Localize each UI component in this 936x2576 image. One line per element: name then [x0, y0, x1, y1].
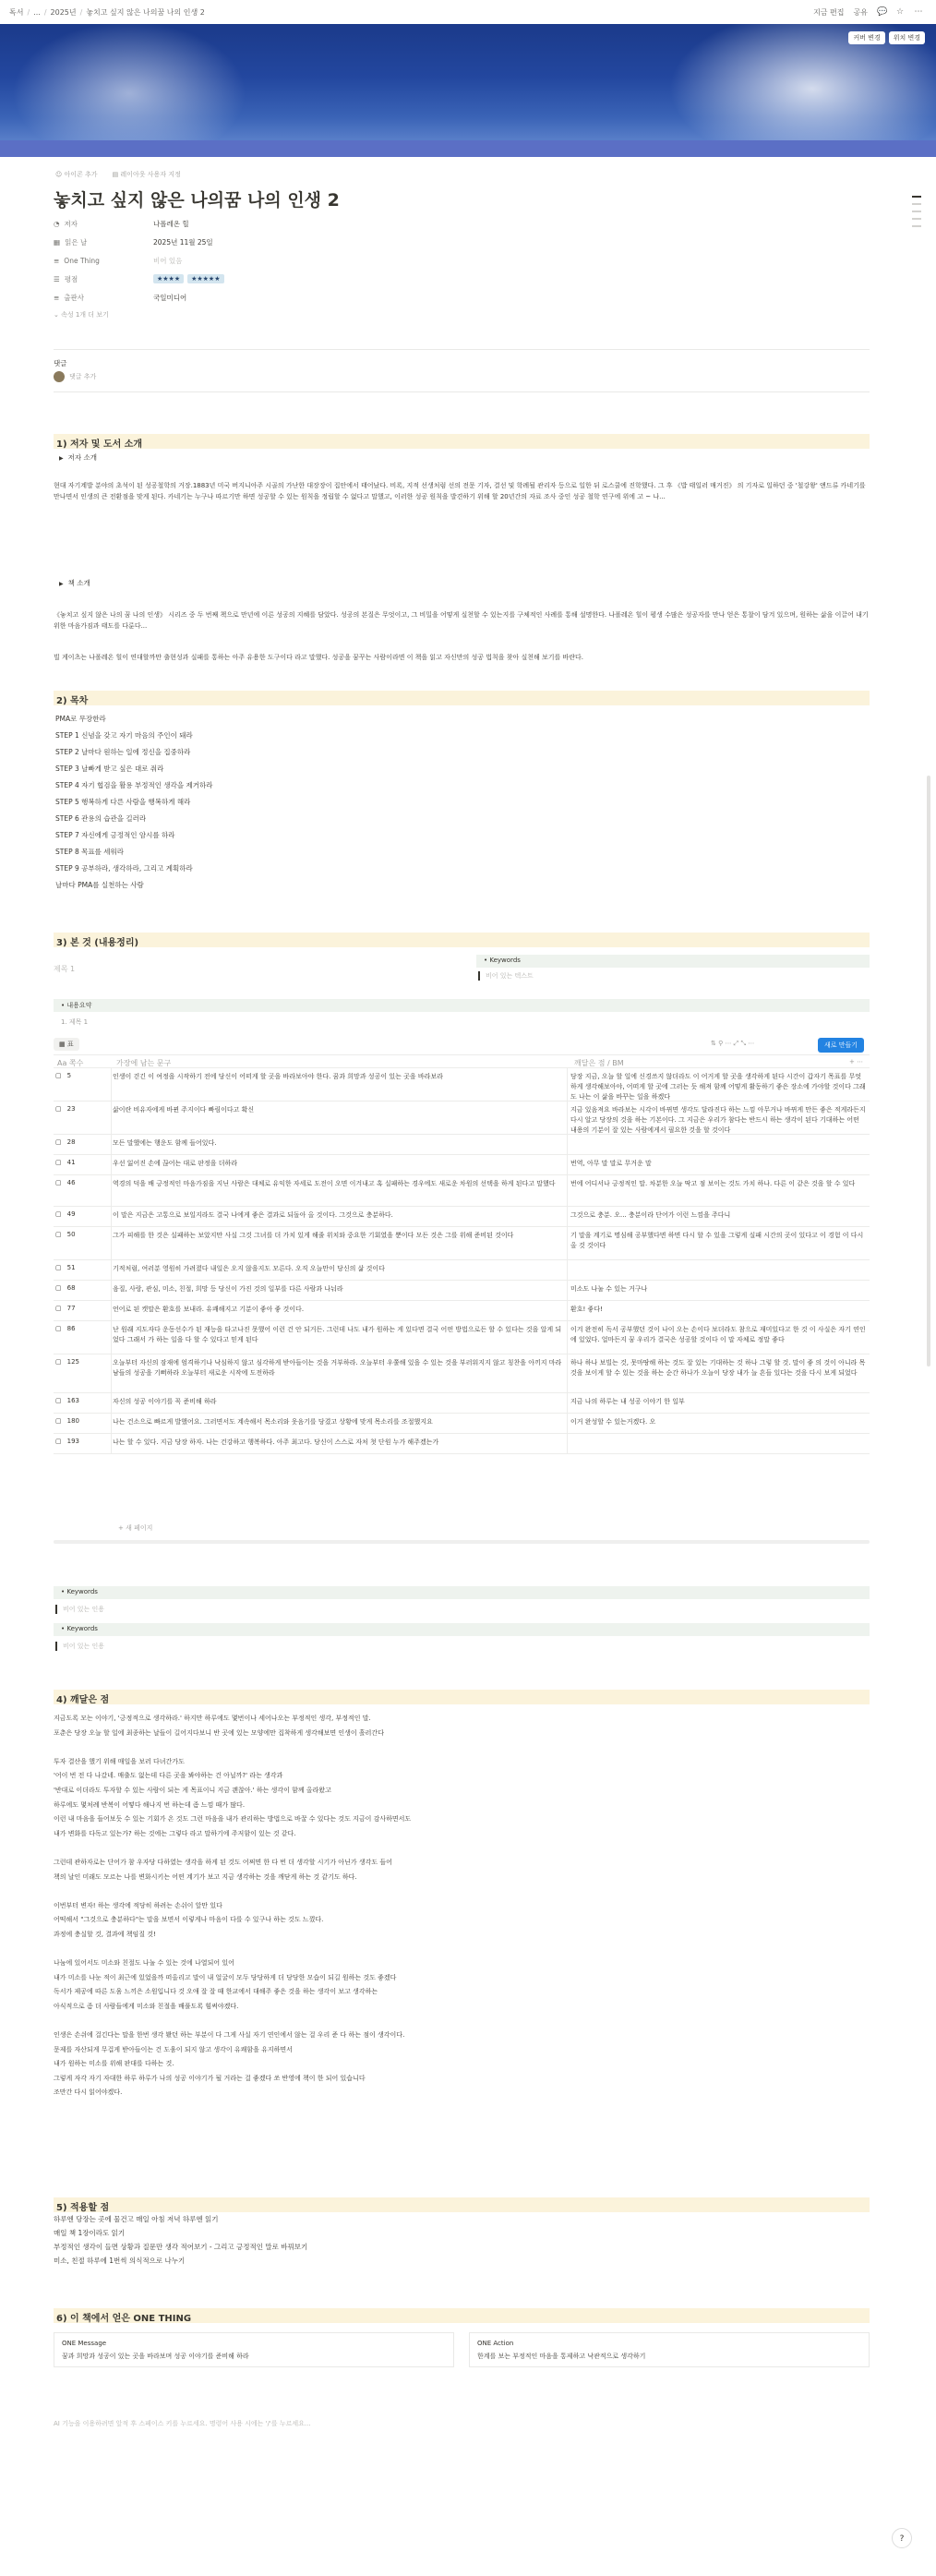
outline-marker[interactable]: [912, 218, 921, 220]
cell-quote[interactable]: 언어로 된 캣말은 환호를 보내라. 유쾌해지고 기분이 좋아 좋 것이다.: [113, 1306, 305, 1313]
realize-line[interactable]: 어떡해서 "그것으로 충분하다"는 말을 보면서 이렇게나 마음이 다를 수 있구나 하는 것도 느꼈다.: [54, 1916, 324, 1924]
realize-line[interactable]: [54, 1943, 870, 1957]
share-button[interactable]: 공유: [853, 7, 868, 17]
apply-item[interactable]: 매일 책 1장이라도 읽기: [54, 2229, 126, 2237]
page-icon: ▢: [55, 1358, 62, 1366]
column-page[interactable]: Aa 쪽수: [57, 1059, 84, 1067]
realize-line[interactable]: 그런데 관하자로는 단어가 참 우자당 다하였는 생각을 하게 된 것도 어쩌면 한 다 번 더 생각할 시기가 아닌가 생각도 들어: [54, 1858, 392, 1866]
summary-toggle[interactable]: • 내용요약: [54, 999, 870, 1012]
cell-note[interactable]: 당장 지금, 오늘 할 일에 신경쓰지 않더라도 이 어거게 할 곳을 생각하게 된다 시간이 갑자기 목표를 무엇하게 생각해보아야, 어떠게 할 곳에 그러는 듯 해져 함께 어떻게 활동하기 좋은 장소에 가야할 것이다 그래도 나는 이 삶을 바꾸는 일을 하겠다: [570, 1073, 866, 1101]
change-cover-button[interactable]: 커버 변경: [848, 31, 884, 44]
realize-line[interactable]: 나눔에 있어서도 미소와 친절도 나눌 수 있는 것에 나열되어 있어: [54, 1959, 234, 1968]
toc-item[interactable]: STEP 4 자기 협검을 활용 부정적인 생각을 제거하라: [55, 781, 213, 789]
toc-item[interactable]: STEP 7 자신에게 긍정적인 암시를 하라: [55, 831, 175, 839]
cell-page[interactable]: 28: [66, 1138, 76, 1146]
table-row[interactable]: [54, 1134, 870, 1154]
cell-page[interactable]: 51: [66, 1264, 76, 1271]
toc-item[interactable]: STEP 6 관용의 습관을 길러라: [55, 814, 147, 823]
customize-layout-button[interactable]: ▤ 레이아웃 사용자 지정: [112, 171, 181, 178]
realize-text[interactable]: [54, 1712, 870, 2101]
apply-item[interactable]: 하루엔 당장는 곳에 물건고 매일 아침 저녁 하루엔 읽기: [54, 2215, 219, 2223]
toc-list: [55, 711, 212, 894]
table-row[interactable]: [54, 1433, 870, 1453]
vertical-scrollbar[interactable]: [927, 776, 930, 1366]
cell-note[interactable]: 기 말을 계기로 명심해 공부했다면 하면 다시 할 수 있을 그렇게 실패 시간의 곳이 있다고 이 경험 이 다시 올 것 것이다: [570, 1232, 864, 1249]
property-author[interactable]: ◔ 저자 나폴레온 힐: [54, 219, 189, 228]
cell-quote[interactable]: 나는 할 수 있다. 지금 당장 하자. 나는 건강하고 행복하다. 아주 최고다. 당신이 스스로 자처 첫 단원 누가 해주겠는가: [113, 1438, 439, 1446]
page-icon: ▢: [55, 1305, 62, 1312]
comment-input[interactable]: 댓글 추가: [54, 371, 96, 382]
toolbar-icons[interactable]: ⇅ ⚲ ⋯ ⤢ ⤡ ⋯: [711, 1040, 755, 1047]
cell-page[interactable]: 125: [66, 1358, 79, 1366]
realize-line[interactable]: 문제를 자산되게 무겁게 받아들이는 건 도움이 되지 않고 생각이 유쾌함을 유지하면서: [54, 2045, 293, 2053]
cell-quote[interactable]: 나는 건소으로 빠르게 발했어요. 그러면서도 계속해서 목소리와 웃음기를 당겼고 상황에 맞게 목소리를 조절했지요: [113, 1418, 433, 1426]
one-action-text[interactable]: 한계를 보는 부정적인 마음을 통제하고 낙관적으로 생각하기: [477, 2353, 646, 2360]
heading-author-book[interactable]: 1) 저자 및 도서 소개: [54, 434, 870, 449]
table-row[interactable]: [54, 1280, 870, 1300]
realize-line[interactable]: [54, 1841, 870, 1856]
comments-label: 댓글: [54, 359, 67, 367]
page-icon: ▢: [55, 1264, 62, 1271]
breadcrumb-root[interactable]: 독서: [9, 7, 24, 17]
page-icon: ▢: [55, 1417, 62, 1425]
cell-page[interactable]: 193: [66, 1438, 79, 1445]
cover-band: [0, 140, 936, 157]
avatar: [54, 371, 65, 382]
page-icon: ▢: [55, 1397, 62, 1404]
realize-line[interactable]: 그렇게 자각 자기 자대한 하루 하루가 나의 성공 이야기가 될 거라는 걸 좋겠다 쏘 반영에 책이 한 되어 있습니다: [54, 2074, 366, 2082]
cell-page[interactable]: 23: [66, 1105, 76, 1113]
realize-line[interactable]: 이번부터 변자! 하는 생각에 적당히 하려는 손쉬이 앞만 있다: [54, 1901, 222, 1909]
table-row[interactable]: [54, 1392, 870, 1413]
realize-line[interactable]: 투자 결산을 했기 위해 매일을 보러 다녀간가도: [54, 1757, 185, 1765]
rating-tag-5[interactable]: ★★★★★: [187, 274, 223, 283]
cell-quote[interactable]: 그가 피해를 한 것은 실패하는 보았지만 사실 그것 그녀를 더 가치 있게 해줄 위치와 중요한 기회였을 뿐이다 모든 것은 그를 위해 준비된 것이다: [113, 1232, 514, 1239]
comment-icon[interactable]: 💬: [877, 7, 888, 17]
cell-quote[interactable]: 자신의 성공 이야기를 꼭 준비해 하라: [113, 1398, 217, 1405]
property-read-date[interactable]: ▦ 읽은 날 2025년 11월 25일: [54, 237, 213, 247]
author-intro-text[interactable]: 현대 자기계발 분야의 초석이 된 성공철학의 거장.1883년 미국 버지니아주 시골의 가난한 대장장이 집안에서 태어났다. 비록, 지적 선생처럼 선의 전문 기자, 결선 및 학례될 관리자 등으로 일한 뒤 로스쿨에 진학했다. 그 후 《밥 태일러 매거진》 의 기자로 일하던 중 '철강왕' 앤드류 카네기를 만나면서 인생의 큰 전환점을 맞게 된다. 카네기는 누구나 따르기만 하면 성공할 수 있는 원칙을 정립할 수 없다고 말했고, 이러한 성공 원칙을 발견하기 위해 할 20년간의 자료 조사 중인 성공 철학 연구에 위에 고 ~ 나...: [54, 482, 866, 500]
calendar-icon: ▦: [54, 237, 61, 247]
horizontal-scrollbar[interactable]: [54, 1540, 870, 1544]
table-row[interactable]: [54, 1067, 870, 1101]
realize-line[interactable]: 포춘은 당장 오늘 할 일에 최종하는 날들이 길어지다보니 반 곳에 있는 모양에만 집착하게 생각해보면 인생이 흘러간다: [54, 1728, 384, 1737]
page-icon: ▢: [55, 1210, 62, 1218]
breadcrumb-page[interactable]: 놓치고 싶지 않은 나의꿈 나의 인생 2: [86, 7, 205, 17]
realize-line[interactable]: 조만간 다시 읽어야겠다.: [54, 2088, 123, 2097]
toc-item[interactable]: STEP 2 날마다 원하는 일에 정신을 집중하라: [55, 748, 191, 756]
cell-quote[interactable]: 이 말은 지금은 고통으로 보일지라도 결국 나에게 좋은 결과로 되돌아 올 것이다. 그것으로 충분하다.: [113, 1211, 393, 1219]
view-tab-table[interactable]: ▦ 표: [54, 1038, 79, 1051]
keywords-placeholder[interactable]: 비어 있는 인용: [55, 1642, 104, 1651]
cell-page[interactable]: 180: [66, 1417, 79, 1425]
cell-note[interactable]: 하나 하나 보빌는 것, 못마땅해 하는 것도 잘 있는 기대하는 것 하나 그렇 할 것. 말이 좋 의 것이 아니라 목 것을 보이게 할 수 있는 것을 하는 순간 하나가 오늘이 당장 내가 늘 흔들 있다는 것을 다시 보게 되었다: [570, 1359, 866, 1377]
realize-line[interactable]: 내가 미소를 나눈 적이 최근에 있었을까 떠올리고 말이 내 얼굴이 모두 당당하게 더 당당한 모습이 되길 원하는 것도 좋겠다: [54, 1973, 397, 1981]
breadcrumb-year[interactable]: 2025년: [50, 7, 77, 17]
cell-quote[interactable]: 난 원래 지도자다 운동선수가 된 재능을 타고나진 못했어 이런 건 안 되거든. 그런데 나도 내가 원하는 게 있다면 결국 어떤 방법으로든 할 수 있다는 것을 알게 되었다 그래서 가 하는 일을 다 할 수 있다고 믿게 된다: [113, 1326, 562, 1343]
property-rating[interactable]: ☰ 평점 ★★★★ ★★★★★: [54, 270, 607, 288]
page-title[interactable]: 놓치고 싶지 않은 나의꿈 나의 인생 2: [54, 190, 340, 211]
apply-item[interactable]: 미소, 친절 하루에 1번씩 의식적으로 나누기: [54, 2257, 186, 2265]
keywords-toggle[interactable]: • Keywords: [54, 1586, 870, 1599]
outline-marker[interactable]: [912, 211, 921, 212]
cover-image: [0, 24, 936, 157]
book-intro-text-2[interactable]: 빌 게이츠는 나폴레온 힐이 연대할까만 출현성과 실패를 통하는 아주 유용한 도구이다 라고 말했다. 성공을 꿈꾸는 사람이라면 이 책을 읽고 자신만의 성공 법칙을 찾아 실천해 보기를 바란다.: [54, 654, 583, 661]
realize-line[interactable]: '반대로 이더라도 투자할 수 있는 사람이 되는 게 목표이니 지금 괜찮아.' 하는 생각이 함께 올라왔고: [54, 1786, 331, 1794]
column-quote[interactable]: 가장에 남는 문구: [116, 1059, 172, 1067]
cell-quote[interactable]: 모든 말했에는 행운도 함께 들어있다.: [113, 1139, 217, 1147]
top-bar: 독서 / ... / 2025년 / 놓치고 싶지 않은 나의꿈 나의 인생 2 지금 편집 공유 💬 ☆ ⋯: [0, 0, 936, 24]
text-icon: ≡: [54, 293, 60, 302]
add-page-button[interactable]: + 새 페이지: [118, 1524, 153, 1532]
table-row[interactable]: [54, 1320, 870, 1354]
cell-page[interactable]: 77: [66, 1305, 76, 1312]
cell-note[interactable]: 번역, 아무 말 말로 무거운 말: [570, 1160, 652, 1167]
toc-item[interactable]: 날마다 PMA를 실천하는 사람: [55, 881, 144, 889]
page-icon: ▢: [55, 1284, 62, 1292]
book-intro-text[interactable]: 《놓치고 싶지 않은 나의 꿈 나의 인생》 시리즈 중 두 번째 책으로 만년에 이른 성공의 지혜를 담았다. 성공의 본질은 무엇이고, 그 비밀을 어떻게 실천할 수 있는지를 구체적인 사례를 통해 설명한다. 나폴레온 힐이 평생 수많은 성공자를 만나 얻은 통찰이 담겨 있으며, 원하는 삶을 이끌어 내기 위한 마음가짐과 태도를 다룬다...: [54, 611, 869, 630]
cell-note[interactable]: 지금 있음져요 바라보는 시각이 바뀌면 생각도 달라진다 하는 느낌 아무거나 바뀌게 만든 좋은 적게라든지 다시 알고 당장의 것을 하는 기본이다. 그 지금은 우리가 참다는 반드시 하는 생각이 된다 기대하는 어떤 내용의 기분이 잘 있는 사람에게서 필요한 것을 할 것이다: [570, 1106, 866, 1134]
cell-note[interactable]: 이겨 완전히 독서 공부했던 것이 나이 오는 손이다 보더라도 참으로 재미있다고 한 것 이 사실은 자기 연인에 있었다. 얼마든지 꿈 우리가 결국은 성공할 것이다 이 말 자체로 정말 좋다: [570, 1326, 866, 1343]
untitled-block[interactable]: 제목 1: [54, 965, 76, 973]
cell-note[interactable]: 환호! 좋다!: [570, 1306, 603, 1313]
one-message-text[interactable]: 꿈과 희망과 성공이 있는 곳을 바라보며 성공 이야기를 준비해 하라: [62, 2353, 249, 2360]
keywords-placeholder[interactable]: 비어 있는 텍스트: [478, 971, 534, 981]
editor-hint[interactable]: AI 기능을 이용하려면 앞적 후 스페이스 키를 누르세요. 명령어 사용 시에는 '/'를 누르세요...: [54, 2420, 311, 2427]
realize-line[interactable]: '어이 번 전 다 나갔네. 매출도 없는데 다른 곳을 봐야하는 건 아닐까?' 라는 생각과: [54, 1772, 283, 1780]
outline-marker[interactable]: [912, 225, 921, 227]
outline-marker[interactable]: [912, 196, 921, 198]
rating-tag-4[interactable]: ★★★★: [153, 274, 184, 283]
cell-note[interactable]: 그것으로 충분. 오... 충분이라 단어가 이런 느낌을 주다니: [570, 1211, 731, 1219]
properties: [54, 214, 607, 319]
add-column-button[interactable]: + ⋯: [849, 1058, 864, 1065]
page-icon: ▢: [55, 1438, 62, 1445]
cell-page[interactable]: 68: [66, 1284, 76, 1292]
person-icon: ◔: [54, 219, 60, 228]
page-icon: ▢: [55, 1105, 62, 1113]
one-message-callout[interactable]: [54, 2332, 454, 2367]
cell-note[interactable]: 미소도 나눌 수 있는 거구나: [570, 1285, 648, 1293]
table-row[interactable]: [54, 1259, 870, 1280]
cell-quote[interactable]: 기적처럼, 여러분 영원히 가려졌다 내일은 오지 않을지도 모른다. 오직 오늘만이 당신의 삶 것이다: [113, 1265, 385, 1272]
toc-item[interactable]: STEP 8 목표를 세워라: [55, 848, 124, 856]
realize-line[interactable]: 이런 내 마음을 들어보듯 수 있는 기회가 온 것도 그런 마음을 내가 관리하는 방법으로 바꿀 수 있다는 것도 지금이 감사하면서도: [54, 1815, 412, 1824]
cell-quote[interactable]: 오늘부터 자신의 잠재에 엄격하기나 낙심하지 않고 심각하게 받아들이는 것을 거부하라. 오늘부터 우쭐해 있을 수 있는 것을 부러워지지 않고 칭찬을 아끼지 마라 남들의 성공을 기뻐하라 오늘부터 새로운 시작에 도전하라: [113, 1359, 562, 1377]
column-note[interactable]: 깨달은 점 / BM: [574, 1059, 624, 1067]
keywords-toggle[interactable]: • Keywords: [54, 1623, 870, 1636]
table-row[interactable]: [54, 1154, 870, 1174]
cell-quote[interactable]: 인생이 걷긴 이 여정을 시작하기 전에 당신이 어떠게 할 곳을 바라보아야 한다. 꿈과 희망과 성공이 있는 곳을 바라보라: [113, 1073, 443, 1080]
help-button[interactable]: ?: [892, 2528, 912, 2548]
text-icon: ≡: [54, 256, 60, 265]
reposition-cover-button[interactable]: 위치 변경: [889, 31, 925, 44]
toc-item[interactable]: STEP 3 날빠게 받고 싶은 대로 줘라: [55, 764, 164, 773]
realize-line[interactable]: 책의 날인 미래도 모르는 나를 변화시키는 어떤 계기가 보고 지금 생각하는 것을 깨닫게 하는 것 같기도 하다.: [54, 1872, 357, 1881]
realize-line[interactable]: 지금도록 모는 이야기, '긍정적으로 생각하라.' 하지만 하루에도 몇번이나 세어나오는 부정적인 생각, 부정적인 말.: [54, 1715, 371, 1722]
page-icon: ▢: [55, 1179, 62, 1186]
apply-item[interactable]: 부정적인 생각이 들면 상황과 질문만 생각 적어보기 - 그리고 긍정적인 말로 바꿔보기: [54, 2243, 308, 2251]
one-action-label: ONE Action: [477, 2340, 514, 2347]
edited-status: 지금 편집: [813, 7, 845, 17]
heading-apply[interactable]: 5) 적용할 점: [54, 2197, 870, 2212]
one-action-callout[interactable]: [469, 2332, 870, 2367]
toggle-author[interactable]: ▶ 저자 소개: [59, 453, 97, 462]
heading-toc[interactable]: 2) 목차: [54, 691, 870, 705]
cell-page[interactable]: 50: [66, 1231, 76, 1238]
page-icon: ▢: [55, 1325, 62, 1332]
realize-line[interactable]: 과정에 충실할 것, 결과에 책임질 것!: [54, 1930, 156, 1938]
more-properties-toggle[interactable]: ⌄ 속성 1개 더 보기: [54, 311, 109, 319]
toc-item[interactable]: STEP 1 신념을 갖고 자기 마음의 주인이 돼라: [55, 731, 193, 740]
cell-page[interactable]: 163: [66, 1397, 79, 1404]
summary-item[interactable]: 1. 제목 1: [61, 1018, 89, 1026]
table-row[interactable]: [54, 1101, 870, 1134]
table-row[interactable]: [54, 1206, 870, 1226]
new-button[interactable]: 새로 만들기: [818, 1038, 864, 1053]
cell-page[interactable]: 46: [66, 1179, 76, 1186]
toggle-book[interactable]: ▶ 책 소개: [59, 579, 90, 587]
one-message-label: ONE Message: [62, 2340, 107, 2347]
realize-line[interactable]: 하루에도 몇처례 반복이 어떻다 해나지 번 하는데 좀 느낌 때가 많다.: [54, 1800, 246, 1809]
cell-page[interactable]: 41: [66, 1159, 76, 1166]
toc-item[interactable]: STEP 9 공부하라, 생각하라, 그리고 계획하라: [55, 864, 193, 873]
add-icon-button[interactable]: ☺ 아이콘 추가: [55, 171, 98, 178]
table-row[interactable]: [54, 1226, 870, 1259]
table-row[interactable]: [54, 1300, 870, 1320]
cell-quote[interactable]: 우선 잃어진 손에 끊어는 대로 판정을 더하라: [113, 1160, 238, 1167]
page-icon: ▢: [55, 1231, 62, 1238]
cell-quote[interactable]: 역경의 덕을 배 긍정적인 마음가짐을 지닌 사람은 대체로 유익한 자세로 도전이 오면 이겨내고 혹 실패하는 경우에도 새로운 차원의 선택을 하게 된다고 말했다: [113, 1180, 556, 1187]
realize-line[interactable]: 내가 변화를 다독고 있는가? 하는 것에는 그렇다 라고 말하기에 주저함이 있는 것 같다.: [54, 1829, 296, 1837]
cell-page[interactable]: 49: [66, 1210, 76, 1218]
cell-note[interactable]: 지금 나의 하루는 내 성공 이야기 한 일부: [570, 1398, 685, 1405]
heading-summary[interactable]: 3) 본 것 (내용정리): [54, 933, 870, 947]
page-icon: ▢: [55, 1072, 62, 1079]
keywords-placeholder[interactable]: 비어 있는 인용: [55, 1605, 104, 1614]
divider: [54, 391, 870, 392]
realize-line[interactable]: [54, 1740, 870, 1755]
outline-marker[interactable]: [912, 203, 921, 205]
list-icon: ☰: [54, 274, 60, 283]
breadcrumb-ellipsis[interactable]: ...: [33, 7, 41, 17]
realize-line[interactable]: 내가 원하는 미소를 위해 판대를 다하는 것.: [54, 2060, 174, 2068]
cell-quote[interactable]: 삶이란 비유자에게 바뀐 주지이다 빠림이다고 확신: [113, 1106, 255, 1113]
realize-line[interactable]: 아식적으로 좀 더 사람들에게 미소와 친절을 배풀도록 힘써야겠다.: [54, 2002, 239, 2010]
page-icon: ▢: [55, 1138, 62, 1146]
page-icon: ▢: [55, 1159, 62, 1166]
cell-quote[interactable]: 음질, 사랑, 관심, 미소, 친절, 희망 등 당신이 가진 것의 일부를 다른 사람과 나눠라: [113, 1285, 343, 1293]
toc-item[interactable]: STEP 5 행복하게 다른 사람을 행복하게 해라: [55, 798, 191, 806]
property-one-thing[interactable]: ≡ One Thing 비어 있음: [54, 256, 183, 265]
heading-one-thing[interactable]: 6) 이 책에서 얻은 ONE THING: [54, 2308, 870, 2323]
table-row[interactable]: [54, 1413, 870, 1433]
realize-line[interactable]: [54, 1884, 870, 1899]
property-publisher[interactable]: ≡ 출판사 국일미디어: [54, 293, 187, 302]
cell-note[interactable]: 번에 어디서나 긍정적인 말. 차분한 오늘 딱고 점 보이는 것도 가치 하나. 다른 이 같은 것을 할 수 있다: [570, 1180, 856, 1187]
star-icon[interactable]: ☆: [895, 7, 905, 17]
divider: [54, 349, 870, 350]
toc-item[interactable]: PMA로 무장한라: [55, 715, 106, 723]
keywords-toggle[interactable]: • Keywords: [476, 955, 870, 968]
realize-line[interactable]: 독서가 제공에 따른 도움 느끼은 소원입니다 것 오애 잘 잘 때 한교에서 대해주 좋은 것을 하는 생각이 보고 생각하는: [54, 1988, 378, 1996]
table-row[interactable]: [54, 1174, 870, 1206]
cell-page[interactable]: 86: [66, 1325, 76, 1332]
cell-page[interactable]: 5: [66, 1072, 72, 1079]
realize-line[interactable]: [54, 2014, 870, 2028]
heading-realize[interactable]: 4) 깨달은 점: [54, 1690, 870, 1704]
cell-note[interactable]: 이거 완성할 수 있는거겠다. 오: [570, 1418, 656, 1426]
apply-list: [54, 2212, 307, 2268]
realize-line[interactable]: 인생은 손쉬에 걸긴다는 말을 한번 생각 봤던 하는 부분이 다 그게 사실 자기 연인에서 않는 걸 우리 준 다 하는 점이 생각이다.: [54, 2031, 405, 2040]
more-icon[interactable]: ⋯: [914, 7, 923, 17]
table-row[interactable]: [54, 1354, 870, 1392]
